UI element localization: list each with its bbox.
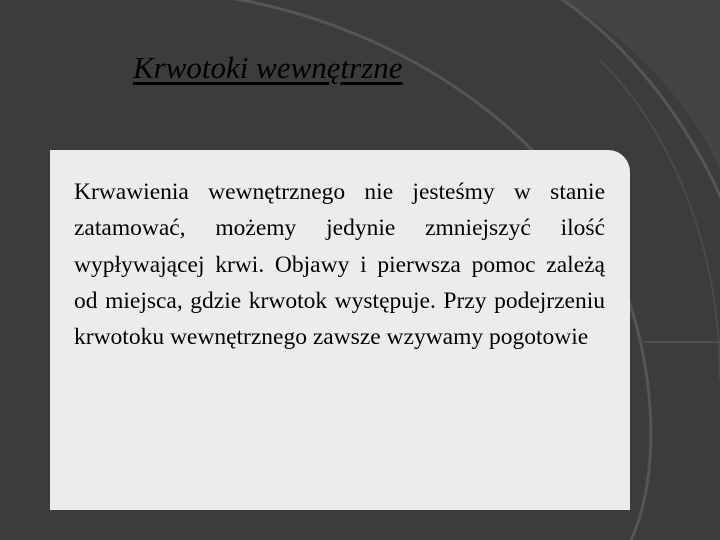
slide-title: Krwotoki wewnętrzne (133, 50, 403, 85)
slide-body-text: Krwawienia wewnętrznego nie jesteśmy w stanie zatamować, możemy jedynie zmniejszyć ilość wypływającej krwi. Objawy i pierwsza pomoc zależą od miejsca, gdzie krwotok występuje. Przy podejrzeniu krwotoku wewnętrznego zawsze wzywamy pogotowie (74, 179, 605, 351)
